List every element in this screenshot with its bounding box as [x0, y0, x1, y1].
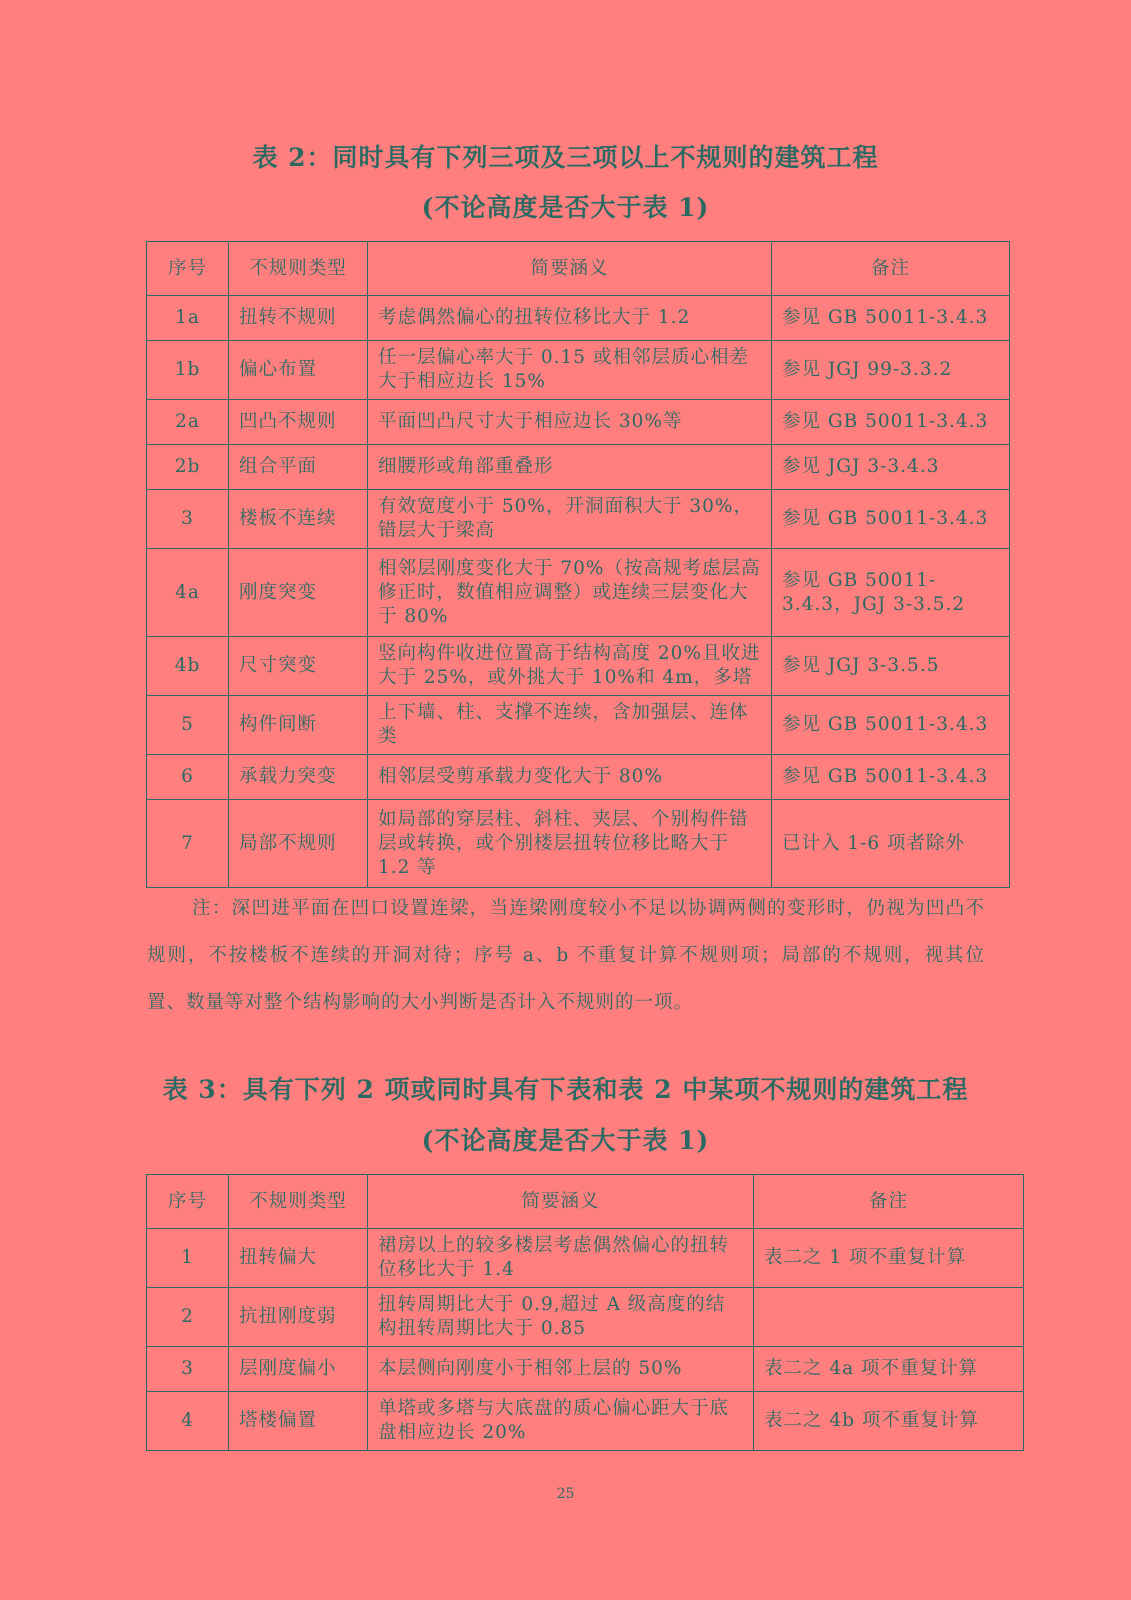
table3-title: 表 3：具有下列 2 项或同时具有下表和表 2 中某项不规则的建筑工程 [162, 1075, 969, 1104]
table2 [146, 241, 1010, 888]
table2-note: 注：深凹进平面在凹口设置连梁，当连梁刚度较小不足以协调两侧的变形时，仍视为凹凸不规则，不按楼板不连续的开洞对待；序号 a、b 不重复计算不规则项；局部的不规则，视其位置、数量等对整个结构影响的大小判断是否计入不规则的一项。 [147, 898, 985, 1013]
brief-meaning: 细腰形或角部重叠形 [368, 445, 772, 490]
brief-meaning: 上下墙、柱、支撑不连续，含加强层、连体类 [368, 696, 772, 755]
irregularity-type: 承载力突变 [229, 755, 368, 800]
brief-meaning: 扭转周期比大于 0.9,超过 A 级高度的结构扭转周期比大于 0.85 [368, 1288, 754, 1347]
remark: 参见 JGJ 3-3.4.3 [772, 445, 1010, 490]
irregularity-type: 抗扭刚度弱 [229, 1288, 368, 1347]
brief-meaning: 如局部的穿层柱、斜柱、夹层、个别构件错层或转换，或个别楼层扭转位移比略大于 1.2 等 [368, 800, 772, 888]
irregularity-type: 尺寸突变 [229, 637, 368, 696]
header-remark: 备注 [754, 1175, 1024, 1229]
table-row [147, 296, 1010, 341]
brief-meaning: 相邻层受剪承载力变化大于 80% [368, 755, 772, 800]
table-row [147, 400, 1010, 445]
table-row [147, 696, 1010, 755]
brief-meaning: 相邻层刚度变化大于 70%（按高规考虑层高修正时，数值相应调整）或连续三层变化大于 80% [368, 549, 772, 637]
irregularity-type: 扭转偏大 [229, 1229, 368, 1288]
irregularity-type: 塔楼偏置 [229, 1392, 368, 1451]
header-type: 不规则类型 [229, 242, 368, 296]
remark: 已计入 1-6 项者除外 [772, 800, 1010, 888]
row-number: 7 [147, 800, 229, 888]
remark [754, 1288, 1024, 1347]
table-row [147, 549, 1010, 637]
irregularity-type: 楼板不连续 [229, 490, 368, 549]
irregularity-type: 局部不规则 [229, 800, 368, 888]
page-number: 25 [556, 1486, 575, 1502]
header-type: 不规则类型 [229, 1175, 368, 1229]
row-number: 4b [147, 637, 229, 696]
table-row [147, 445, 1010, 490]
irregularity-type: 凹凸不规则 [229, 400, 368, 445]
remark: 参见 JGJ 3-3.5.5 [772, 637, 1010, 696]
table-row [147, 1288, 1024, 1347]
row-number: 2 [147, 1288, 229, 1347]
table-row [147, 800, 1010, 888]
irregularity-type: 层刚度偏小 [229, 1347, 368, 1392]
remark: 参见 GB 50011-3.4.3 [772, 490, 1010, 549]
table-row [147, 755, 1010, 800]
brief-meaning: 任一层偏心率大于 0.15 或相邻层质心相差大于相应边长 15% [368, 341, 772, 400]
table-row [147, 341, 1010, 400]
remark: 表二之 4a 项不重复计算 [754, 1347, 1024, 1392]
brief-meaning: 考虑偶然偏心的扭转位移比大于 1.2 [368, 296, 772, 341]
irregularity-type: 组合平面 [229, 445, 368, 490]
remark: 参见 GB 50011-3.4.3 [772, 400, 1010, 445]
brief-meaning: 有效宽度小于 50%，开洞面积大于 30%，错层大于梁高 [368, 490, 772, 549]
row-number: 1b [147, 341, 229, 400]
row-number: 2b [147, 445, 229, 490]
row-number: 3 [147, 1347, 229, 1392]
remark: 参见 GB 50011-3.4.3 [772, 296, 1010, 341]
remark: 参见 GB 50011-3.4.3 [772, 755, 1010, 800]
header-no: 序号 [147, 242, 229, 296]
header-meaning: 简要涵义 [368, 242, 772, 296]
row-number: 2a [147, 400, 229, 445]
table3-subtitle: (不论高度是否大于表 1) [421, 1126, 710, 1155]
irregularity-type: 刚度突变 [229, 549, 368, 637]
brief-meaning: 竖向构件收进位置高于结构高度 20%且收进大于 25%，或外挑大于 10%和 4m，多塔 [368, 637, 772, 696]
row-number: 4 [147, 1392, 229, 1451]
row-number: 4a [147, 549, 229, 637]
row-number: 5 [147, 696, 229, 755]
table2-title: 表 2：同时具有下列三项及三项以上不规则的建筑工程 [252, 143, 879, 172]
table-row [147, 490, 1010, 549]
table-row [147, 1392, 1024, 1451]
remark: 参见 GB 50011-3.4.3，JGJ 3-3.5.2 [772, 549, 1010, 637]
table-row [147, 1229, 1024, 1288]
header-meaning: 简要涵义 [368, 1175, 754, 1229]
brief-meaning: 平面凹凸尺寸大于相应边长 30%等 [368, 400, 772, 445]
row-number: 3 [147, 490, 229, 549]
header-no: 序号 [147, 1175, 229, 1229]
row-number: 1 [147, 1229, 229, 1288]
brief-meaning: 裙房以上的较多楼层考虑偶然偏心的扭转位移比大于 1.4 [368, 1229, 754, 1288]
row-number: 1a [147, 296, 229, 341]
remark: 参见 JGJ 99-3.3.2 [772, 341, 1010, 400]
table2-subtitle: (不论高度是否大于表 1) [421, 193, 710, 222]
table-row [147, 1347, 1024, 1392]
remark: 参见 GB 50011-3.4.3 [772, 696, 1010, 755]
brief-meaning: 单塔或多塔与大底盘的质心偏心距大于底盘相应边长 20% [368, 1392, 754, 1451]
irregularity-type: 构件间断 [229, 696, 368, 755]
row-number: 6 [147, 755, 229, 800]
brief-meaning: 本层侧向刚度小于相邻上层的 50% [368, 1347, 754, 1392]
header-remark: 备注 [772, 242, 1010, 296]
table-row [147, 637, 1010, 696]
remark: 表二之 1 项不重复计算 [754, 1229, 1024, 1288]
irregularity-type: 扭转不规则 [229, 296, 368, 341]
table3 [146, 1174, 1024, 1451]
irregularity-type: 偏心布置 [229, 341, 368, 400]
remark: 表二之 4b 项不重复计算 [754, 1392, 1024, 1451]
